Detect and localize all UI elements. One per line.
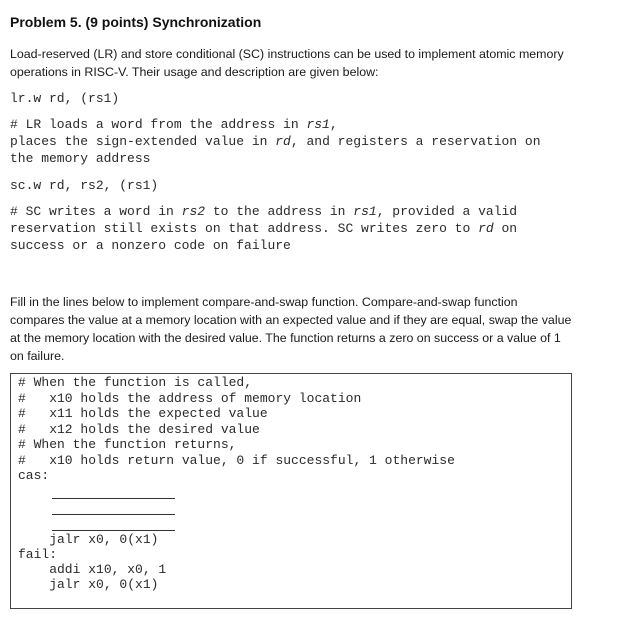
code-comment: # When the function is called, — [18, 375, 253, 390]
code-box — [10, 373, 572, 609]
task-paragraph — [10, 293, 610, 365]
lr-desc-line: the memory address — [10, 151, 151, 166]
intro-paragraph — [10, 45, 610, 81]
intro-line: operations in RISC-V. Their usage and description are given below: — [10, 65, 379, 79]
code-comment: # x10 holds return value, 0 if successful, 1 otherwise — [18, 452, 455, 468]
sc-syntax: sc.w rd, rs2, (rs1) — [10, 178, 159, 193]
code-comment: # x11 holds the expected value — [18, 406, 268, 421]
task-line: compares the value at a memory location with an expected value and if they are equal, swap the value — [10, 313, 572, 327]
lr-desc-line: places the sign-extended value in rd, and registers a reservation on — [10, 134, 541, 149]
task-line: at the memory location with the desired value. The function returns a zero on success or a value of 1 — [10, 331, 561, 345]
task-line: Fill in the lines below to implement compare-and-swap function. Compare-and-swap function — [10, 295, 518, 309]
code-comment: # When the function returns, — [18, 437, 237, 452]
sc-desc-line: success or a nonzero code on failure — [10, 238, 291, 253]
code-comment: # x12 holds the desired value — [18, 421, 260, 437]
cas-return-line: jalr x0, 0(x1) — [18, 532, 159, 547]
sc-desc-line: reservation still exists on that address. SC writes zero to rd on — [10, 221, 518, 236]
sc-desc-line: # SC writes a word in rs2 to the address in rs1, provided a valid — [10, 204, 518, 219]
task-line: on failure. — [10, 349, 65, 363]
cas-label: cas: — [18, 468, 50, 483]
lr-syntax: lr.w rd, (rs1) — [10, 91, 120, 106]
code-comment: # x10 holds the address of memory location — [18, 390, 362, 406]
lr-desc-line: # LR loads a word from the address in rs1, — [10, 117, 338, 132]
answer-blank-3[interactable] — [52, 530, 175, 531]
answer-blank-1[interactable] — [52, 498, 175, 499]
answer-blank-2[interactable] — [52, 514, 175, 515]
fail-code-line: addi x10, x0, 1 — [18, 562, 167, 577]
fail-label: fail: — [18, 547, 58, 562]
fail-code-line: jalr x0, 0(x1) — [18, 577, 159, 592]
problem-title: Problem 5. (9 points) Synchronization — [10, 14, 262, 30]
intro-line: Load-reserved (LR) and store conditional (SC) instructions can be used to implement atomic memory — [10, 47, 564, 61]
